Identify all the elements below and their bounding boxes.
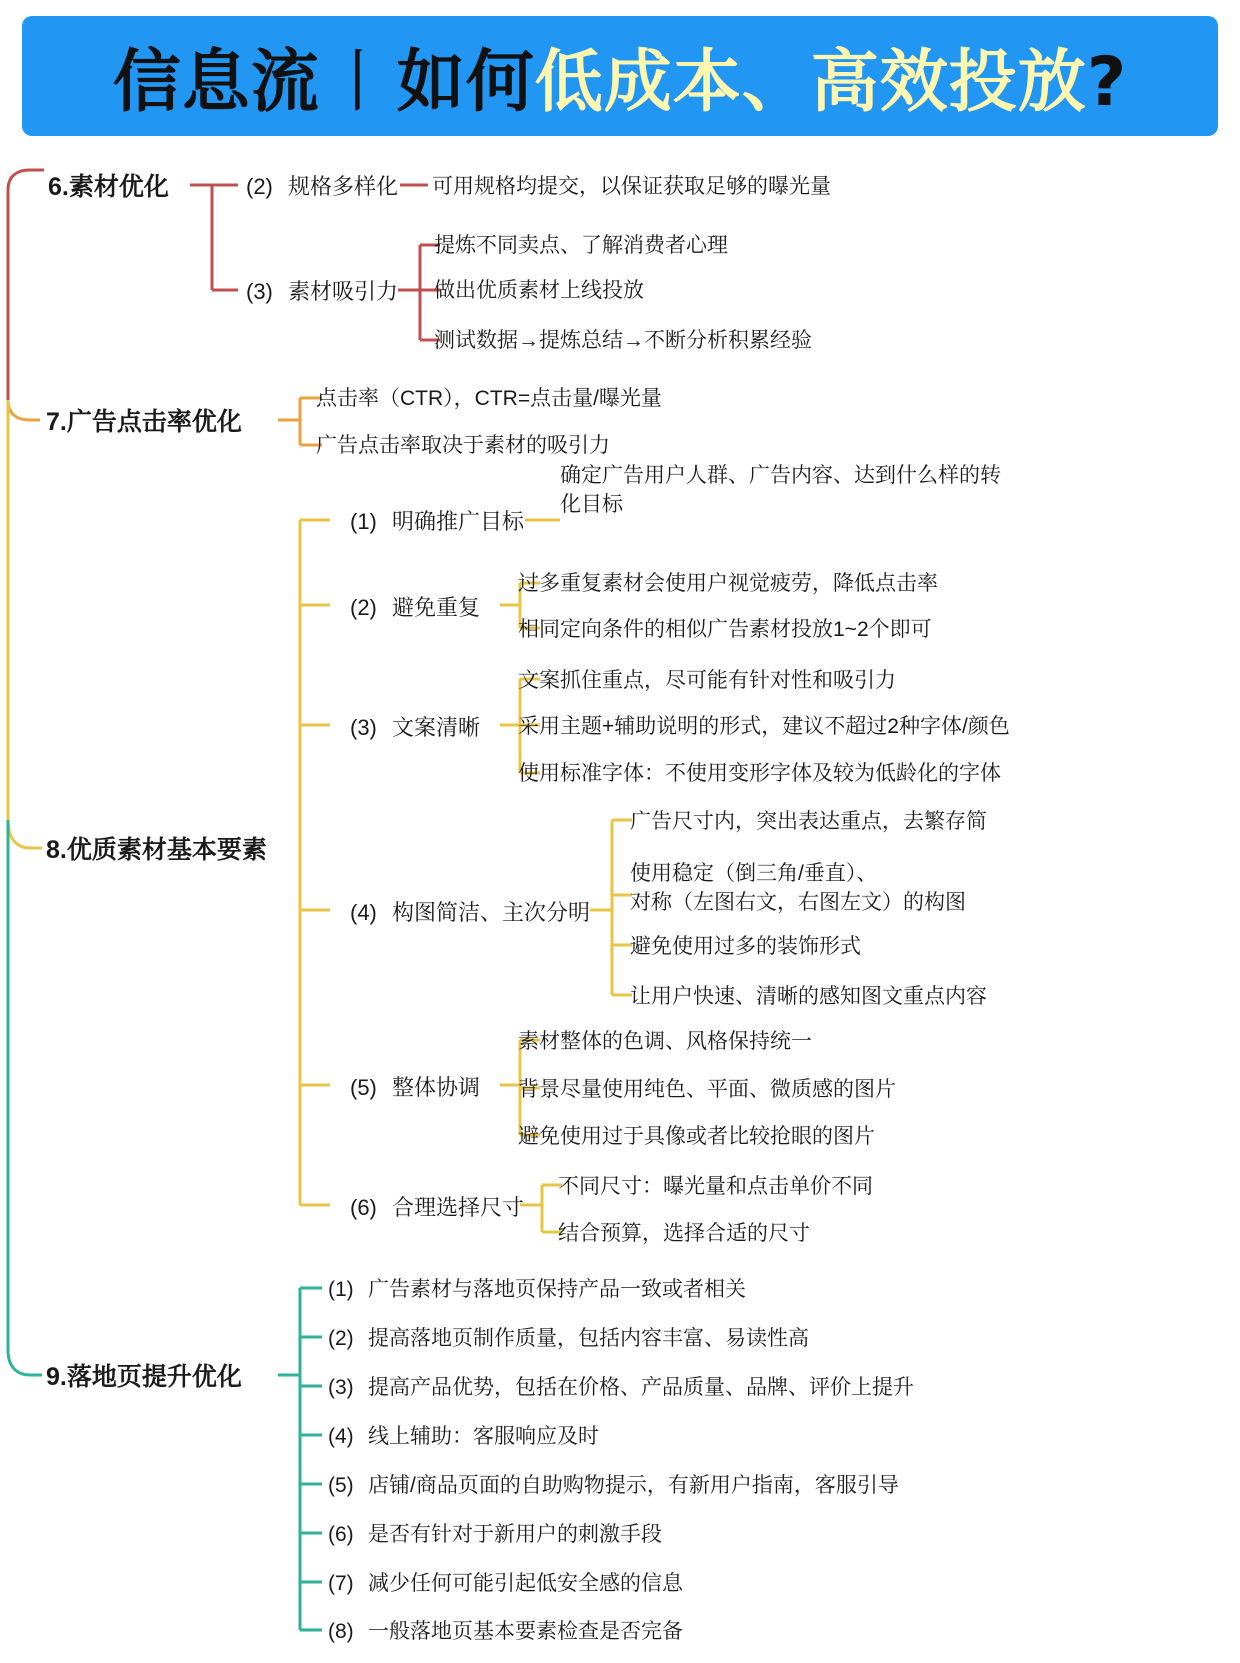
- branch-6-child-0-index: (2): [246, 174, 273, 199]
- branch-9-item-4-text: 店铺/商品页面的自助购物提示，有新用户指南，客服引导: [368, 1474, 899, 1497]
- branch-8-child-4-index: (5): [350, 1075, 377, 1100]
- branch-9-item-2-index: (3): [328, 1376, 354, 1399]
- branch-label-9[interactable]: 9.落地页提升优化: [46, 1363, 242, 1391]
- branch-8-child-4-label[interactable]: 整体协调: [392, 1075, 481, 1100]
- branch-8-child-1-leaf-1: 相同定向条件的相似广告素材投放1~2个即可: [518, 618, 932, 641]
- branch-6-child-0-leaf-0: 可用规格均提交，以保证获取足够的曝光量: [432, 175, 831, 198]
- title-part-2: 如何: [396, 42, 535, 122]
- title-part-1: 信息流: [112, 42, 320, 122]
- branch-9-item-3-index: (4): [328, 1425, 354, 1448]
- title-part-3: ?: [1086, 42, 1128, 122]
- branch-8-child-3-leaf-1: 使用稳定（倒三角/垂直）、 对称（左图右文，右图左文）的构图: [630, 862, 966, 914]
- title-divider: 丨: [323, 42, 393, 122]
- branch-8-child-0-index: (1): [350, 509, 377, 534]
- branch-9-item-5-index: (6): [328, 1523, 354, 1546]
- branch-9-item-3-text: 线上辅助：客服响应及时: [368, 1425, 599, 1448]
- branch-7-leaf-0: 点击率（CTR），CTR=点击量/曝光量: [316, 387, 662, 410]
- branch-6-child-1-leaf-0: 提炼不同卖点、了解消费者心理: [434, 234, 728, 257]
- branch-label-7[interactable]: 7.广告点击率优化: [46, 408, 242, 436]
- branch-8-child-5-index: (6): [350, 1195, 377, 1220]
- branch-9-item-6-text: 减少任何可能引起低安全感的信息: [368, 1572, 683, 1595]
- branch-6-child-1-label[interactable]: 素材吸引力: [288, 279, 399, 304]
- title-highlight-1: 低成本、: [534, 42, 811, 122]
- branch-8-child-0-leaf-0: 确定广告用户人群、广告内容、达到什么样的转化目标: [560, 464, 1001, 516]
- title-highlight-2: 高效投放: [810, 42, 1087, 122]
- branch-8-child-5-label[interactable]: 合理选择尺寸: [392, 1195, 525, 1220]
- branch-8-child-5-leaf-1: 结合预算，选择合适的尺寸: [558, 1222, 810, 1245]
- header-banner: [22, 16, 1218, 136]
- branch-9-item-1-index: (2): [328, 1327, 354, 1350]
- branch-8-child-4-leaf-0: 素材整体的色调、风格保持统一: [518, 1030, 812, 1053]
- branch-8-child-2-leaf-2: 使用标准字体：不使用变形字体及较为低龄化的字体: [518, 762, 1001, 785]
- branch-6-child-0-label[interactable]: 规格多样化: [288, 174, 399, 199]
- branch-6-child-1-leaf-2: 测试数据→提炼总结→不断分析积累经验: [434, 329, 812, 352]
- branch-8-child-2-index: (3): [350, 715, 377, 740]
- branch-8-child-1-leaf-0: 过多重复素材会使用户视觉疲劳，降低点击率: [518, 572, 938, 595]
- branch-9-item-5-text: 是否有针对于新用户的刺激手段: [368, 1523, 662, 1546]
- branch-8-child-0-label[interactable]: 明确推广目标: [392, 509, 525, 534]
- branch-8-child-3-leaf-2: 避免使用过多的装饰形式: [630, 935, 861, 958]
- branch-label-6[interactable]: 6.素材优化: [48, 173, 169, 201]
- branch-9-item-0-index: (1): [328, 1278, 354, 1301]
- branch-9-item-0-text: 广告素材与落地页保持产品一致或者相关: [368, 1278, 746, 1301]
- branch-8-child-4-leaf-1: 背景尽量使用纯色、平面、微质感的图片: [518, 1078, 896, 1101]
- branch-9-item-2-text: 提高产品优势，包括在价格、产品质量、品牌、评价上提升: [368, 1376, 914, 1399]
- branch-8-child-3-leaf-3: 让用户快速、清晰的感知图文重点内容: [630, 985, 987, 1008]
- branch-8-child-3-leaf-0: 广告尺寸内，突出表达重点，去繁存简: [630, 810, 987, 833]
- branch-6-child-1-index: (3): [246, 279, 273, 304]
- branch-6-child-1-leaf-1: 做出优质素材上线投放: [434, 279, 644, 302]
- branch-9-item-6-index: (7): [328, 1572, 354, 1595]
- branch-7-leaf-1: 广告点击率取决于素材的吸引力: [316, 434, 610, 457]
- page-title: [113, 28, 1128, 125]
- branch-8-child-1-label[interactable]: 避免重复: [392, 595, 481, 620]
- branch-8-child-1-index: (2): [350, 595, 377, 620]
- branch-8-child-3-label[interactable]: 构图简洁、主次分明: [392, 900, 591, 925]
- branch-9-item-7-text: 一般落地页基本要素检查是否完备: [368, 1620, 683, 1643]
- branch-8-child-2-leaf-1: 采用主题+辅助说明的形式，建议不超过2种字体/颜色: [518, 715, 1010, 738]
- branch-8-child-2-leaf-0: 文案抓住重点，尽可能有针对性和吸引力: [518, 669, 896, 692]
- branch-8-child-4-leaf-2: 避免使用过于具像或者比较抢眼的图片: [518, 1125, 875, 1148]
- branch-8-child-5-leaf-0: 不同尺寸：曝光量和点击单价不同: [558, 1175, 873, 1198]
- branch-8-child-3-index: (4): [350, 900, 377, 925]
- branch-9-item-1-text: 提高落地页制作质量，包括内容丰富、易读性高: [368, 1327, 809, 1350]
- branch-9-item-4-index: (5): [328, 1474, 354, 1497]
- branch-label-8[interactable]: 8.优质素材基本要素: [46, 836, 267, 864]
- branch-9-item-7-index: (8): [328, 1620, 354, 1643]
- branch-8-child-2-label[interactable]: 文案清晰: [392, 715, 481, 740]
